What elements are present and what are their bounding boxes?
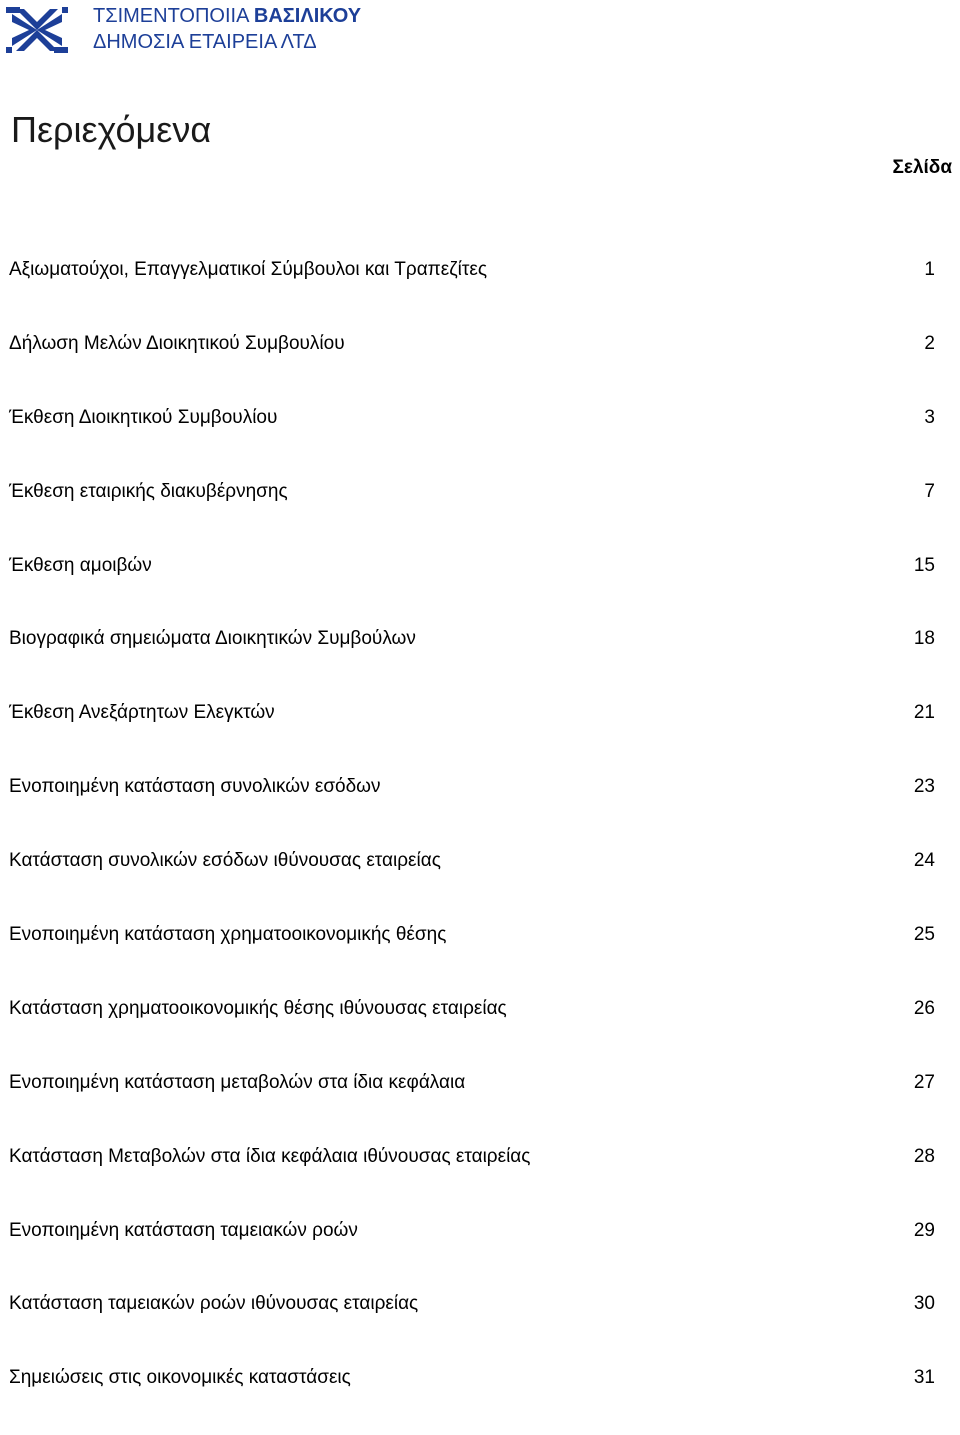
toc-entry[interactable] <box>0 770 960 844</box>
toc-entry[interactable] <box>0 1287 960 1361</box>
toc-entry[interactable] <box>0 475 960 549</box>
toc-entry-title: Αξιωματούχοι, Επαγγελματικοί Σύμβουλοι και Τραπεζίτες <box>9 259 487 280</box>
toc-entry-page-number: 27 <box>913 1071 935 1093</box>
toc-entry[interactable] <box>0 1214 960 1288</box>
toc-entry-page-number: 21 <box>913 702 935 724</box>
toc-entry[interactable] <box>0 253 960 327</box>
toc-entry-title: Έκθεση εταιρικής διακυβέρνησης <box>9 480 288 502</box>
toc-entry-title: Κατάσταση ταμειακών ροών ιθύνουσας εταιρείας <box>9 1293 419 1315</box>
toc-entry[interactable] <box>0 844 960 918</box>
toc-entry[interactable] <box>0 549 960 623</box>
toc-entry-page-number: 2 <box>924 332 935 354</box>
toc-entry-page-number: 30 <box>913 1293 935 1315</box>
toc-entry-title: Ενοποιημένη κατάσταση χρηματοοικονομικής θέσης <box>9 924 447 946</box>
toc-entry-title: Έκθεση Διοικητικού Συμβουλίου <box>9 406 278 428</box>
toc-entry-page-number: 26 <box>913 997 935 1019</box>
company-name <box>93 3 361 55</box>
page-column-label: Σελίδα <box>892 157 952 178</box>
toc-entry-title: Ενοποιημένη κατάσταση μεταβολών στα ίδια κεφάλαια <box>9 1071 466 1093</box>
toc-entry-page-number: 7 <box>924 480 935 502</box>
toc-entry[interactable] <box>0 622 960 696</box>
toc-entry-page-number: 15 <box>913 554 935 576</box>
company-name-line1: ΤΣΙΜΕΝΤΟΠΟΙΙΑ <box>93 5 254 27</box>
toc-entry[interactable] <box>0 696 960 770</box>
company-name-line1-bold: ΒΑΣΙΛΙΚΟΥ <box>253 5 362 27</box>
toc-entry-title: Ενοποιημένη κατάσταση συνολικών εσόδων <box>9 776 381 798</box>
toc-entry-page-number: 31 <box>913 1367 935 1389</box>
toc-entry-title: Δήλωση Μελών Διοικητικού Συμβουλίου <box>9 332 345 354</box>
toc-entry-page-number: 25 <box>913 924 935 946</box>
company-name-line2: ΔΗΜΟΣΙΑ ΕΤΑΙΡΕΙΑ ΛΤΔ <box>93 31 317 53</box>
toc-entry-page-number: 18 <box>913 628 935 650</box>
toc-entry-page-number: 23 <box>913 776 935 798</box>
toc-entry[interactable] <box>0 1066 960 1140</box>
toc-entry[interactable] <box>0 1140 960 1214</box>
toc-entry-page-number: 1 <box>924 259 935 280</box>
toc-entry-title: Ενοποιημένη κατάσταση ταμειακών ροών <box>9 1219 358 1241</box>
toc-entry-title: Έκθεση Ανεξάρτητων Ελεγκτών <box>9 702 275 724</box>
toc-entry-title: Κατάσταση χρηματοοικονομικής θέσης ιθύνουσας εταιρείας <box>9 997 507 1019</box>
toc-entry-title: Κατάσταση συνολικών εσόδων ιθύνουσας εταιρείας <box>9 850 441 872</box>
toc-entry-page-number: 3 <box>924 406 935 428</box>
company-logo-icon <box>4 4 70 56</box>
toc-entry[interactable] <box>0 327 960 401</box>
page-header <box>0 0 960 62</box>
toc-entry-page-number: 24 <box>913 850 935 872</box>
toc-entry-page-number: 28 <box>913 1145 935 1167</box>
toc-entry-title: Σημειώσεις στις οικονομικές καταστάσεις <box>9 1367 351 1389</box>
toc-entry-title: Κατάσταση Μεταβολών στα ίδια κεφάλαια ιθύνουσας εταιρείας <box>9 1145 531 1167</box>
toc-entry-title: Βιογραφικά σημειώματα Διοικητικών Συμβούλων <box>9 628 416 650</box>
toc-entry-page-number: 29 <box>913 1219 935 1241</box>
toc-entry[interactable] <box>0 992 960 1066</box>
toc-entry[interactable] <box>0 401 960 475</box>
table-of-contents <box>0 253 960 1435</box>
toc-entry[interactable] <box>0 1361 960 1435</box>
toc-entry-title: Έκθεση αμοιβών <box>9 554 152 576</box>
page-title: Περιεχόμενα <box>11 109 212 150</box>
toc-entry[interactable] <box>0 918 960 992</box>
